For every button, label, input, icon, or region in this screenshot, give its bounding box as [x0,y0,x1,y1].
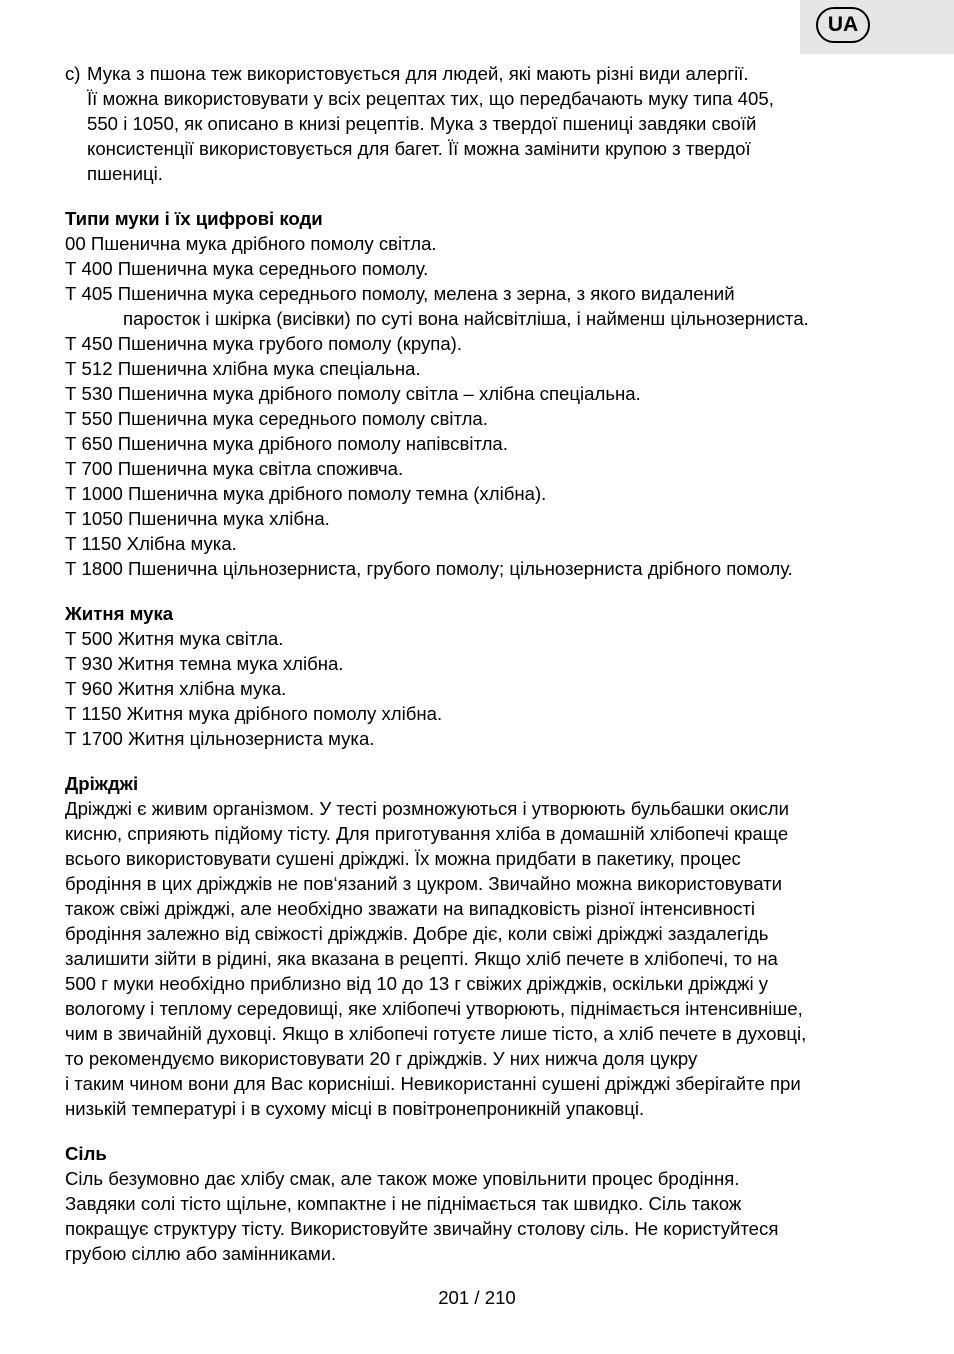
intro-paragraph [65,61,915,186]
flour-type-text: Т 450 Пшенична мука грубого помолу (крупа). [65,333,463,354]
flour-type-text: Т 405 Пшенична мука середнього помолу, мелена з зерна, з якого видалений [65,283,735,304]
list-item: Т 1150 Житня мука дрібного помолу хлібна. [65,703,443,724]
text-line: низькій температурі і в сухому місці в повітронепроникній упаковці. [65,1098,645,1119]
flour-type-text: Т 1800 Пшенична цільнозерниста, грубого помолу; цільнозерниста дрібного помолу. [65,558,793,579]
page-total: / 210 [474,1287,516,1308]
flour-type-text: Т 1150 Хлібна мука. [65,533,237,554]
list-item: Т 930 Житня темна мука хлібна. [65,653,344,674]
text-line: чим в звичайній духовці. Якщо в хлібопечі готуєте лише тісто, а хліб печете в духовці, [65,1023,807,1044]
text-line: покращує структуру тісту. Використовуйте звичайну столову сіль. Не користуйтеся [65,1218,779,1239]
list-item [65,531,915,556]
text-line: 550 і 1050, як описано в книзі рецептів. Мука з твердої пшениці завдяки своїй [87,113,757,134]
text-line: і таким чином вони для Вас корисніші. Невикористанні сушені дріжджі зберігайте при [65,1073,801,1094]
flour-type-text: Т 700 Пшенична мука світла споживча. [65,458,404,479]
text-line: Дріжджі є живим організмом. У тесті розмножуються і утворюють бульбашки окисли [65,798,790,819]
flour-type-text: Т 400 Пшенична мука середнього помолу. [65,258,429,279]
wheat-flour-list [65,231,915,581]
rye-flour-heading: Житня мука [65,603,174,624]
text-line: бродіння в цих дріжджів не пов‘язаний з цукром. Звичайно можна використовувати [65,873,783,894]
text-line: Сіль безумовно дає хлібу смак, але також може уповільнити процес бродіння. [65,1168,740,1189]
intro-lines [87,61,915,186]
list-item [65,256,915,281]
flour-type-text: Т 512 Пшенична хлібна мука спеціальна. [65,358,421,379]
text-line: всього використовувати сушені дріжджі. Їх можна придбати в пакетику, процес [65,848,741,869]
language-badge: UA [816,7,870,43]
text-line: Мука з пшона теж використовується для людей, які мають різні види алергії. [87,63,749,84]
wheat-flour-heading: Типи муки і їх цифрові коди [65,208,323,229]
list-item [65,456,915,481]
list-marker: c) [65,63,81,84]
salt-heading: Сіль [65,1143,107,1164]
flour-type-text: Т 550 Пшенична мука середнього помолу світла. [65,408,488,429]
text-line: кисню, сприяють підйому тісту. Для приготування хліба в домашній хлібопечі краще [65,823,789,844]
list-item [65,231,915,256]
text-line: консистенції використовується для багет. Її можна замінити крупою з твердої [87,138,751,159]
list-item: Т 1700 Житня цільнозерниста мука. [65,728,375,749]
list-item [65,331,915,356]
flour-type-text: 00 Пшенична мука дрібного помолу світла. [65,233,437,254]
text-line: залишити зійти в рідині, яка вказана в рецепті. Якщо хліб печете в хлібопечі, то на [65,948,778,969]
flour-type-text: Т 530 Пшенична мука дрібного помолу світла – хлібна спеціальна. [65,383,641,404]
flour-type-continuation: паросток і шкірка (висівки) по суті вона найсвітліша, і найменш цільнозерниста. [123,308,809,329]
rye-flour-list [65,626,915,751]
page-number [0,1285,954,1310]
page-current: 201 [438,1287,470,1308]
yeast-paragraph [65,796,915,1121]
list-item [65,381,915,406]
list-item [65,506,915,531]
text-line: Її можна використовувати у всіх рецептах тих, що передбачають муку типа 405, [87,88,774,109]
list-item [65,431,915,456]
text-line: 500 г муки необхідно приблизно від 10 до 13 г свіжих дріжджів, оскільки дріжджі у [65,973,769,994]
text-line: вологому і теплому середовищі, яке хлібопечі утворюють, піднімається інтенсивніше, [65,998,803,1019]
list-item [65,556,915,581]
flour-type-text: Т 1000 Пшенична мука дрібного помолу темна (хлібна). [65,483,547,504]
text-line: пшениці. [87,163,163,184]
list-item: Т 500 Житня мука світла. [65,628,284,649]
text-line: то рекомендуємо використовувати 20 г дріжджів. У них нижча доля цукру [65,1048,698,1069]
text-line: Завдяки солі тісто щільне, компактне і не піднімається так швидко. Сіль також [65,1193,742,1214]
text-line: бродіння залежно від свіжості дріжджів. Добре діє, коли свіжі дріжджі заздалегідь [65,923,769,944]
language-tab [800,0,954,54]
list-item: Т 960 Житня хлібна мука. [65,678,287,699]
page-content [65,61,915,1266]
flour-type-text: Т 1050 Пшенична мука хлібна. [65,508,330,529]
salt-paragraph [65,1166,915,1266]
list-item [65,406,915,431]
flour-type-text: Т 650 Пшенична мука дрібного помолу напівсвітла. [65,433,508,454]
text-line: грубою сіллю або замінниками. [65,1243,337,1264]
list-item [65,281,915,331]
text-line: також свіжі дріжджі, але необхідно зважати на випадковість різної інтенсивності [65,898,756,919]
list-item [65,356,915,381]
list-item [65,481,915,506]
yeast-heading: Дріжджі [65,773,139,794]
